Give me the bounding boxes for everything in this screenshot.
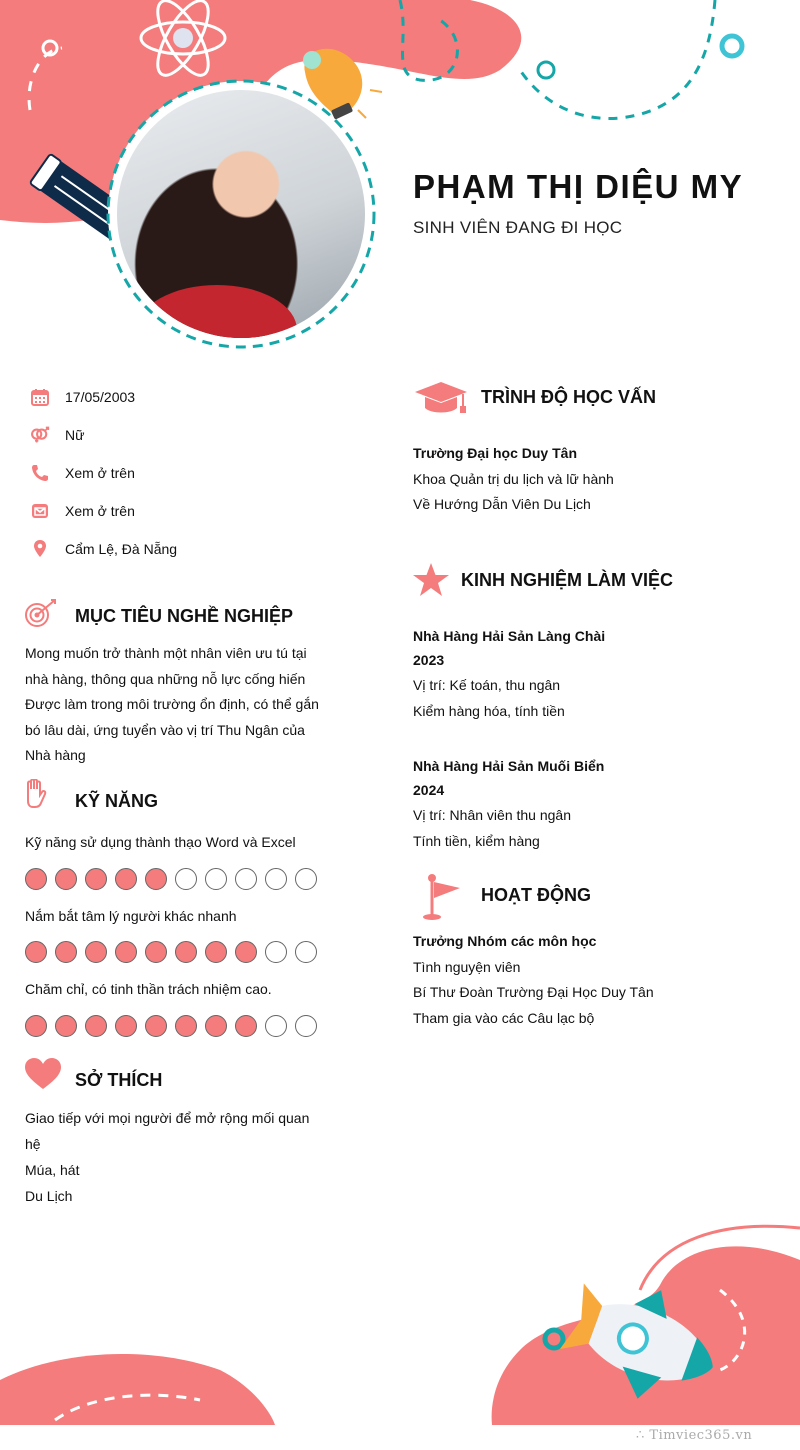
- skill-rating: [25, 941, 317, 963]
- job-entry: [413, 754, 604, 854]
- phone-icon: [30, 463, 50, 483]
- objective-text: [25, 641, 318, 769]
- rating-dot-filled: [115, 868, 137, 890]
- rating-dot-filled: [175, 941, 197, 963]
- job-year: 2023: [413, 652, 445, 668]
- birthday-text: 17/05/2003: [65, 389, 136, 405]
- skill-label: Nắm bắt tâm lý người khác nhanh: [25, 908, 237, 924]
- rating-dot-filled: [55, 1015, 77, 1037]
- info-email: [30, 499, 135, 523]
- skill-rating: [25, 868, 317, 890]
- job-company: Nhà Hàng Hải Sản Làng Chài: [413, 628, 606, 644]
- skill-label: Kỹ năng sử dụng thành thạo Word và Excel: [25, 834, 296, 850]
- objective-line: Được làm trong môi trường ổn định, có thể gắn: [25, 696, 319, 712]
- rating-dot-empty: [295, 868, 317, 890]
- location-pin-icon: [30, 539, 50, 559]
- hobbies-text: [25, 1105, 318, 1209]
- rating-dot-filled: [85, 868, 107, 890]
- calendar-icon: [30, 387, 50, 407]
- star-icon: [413, 563, 449, 602]
- activity-item: Trưởng Nhóm các môn học: [413, 933, 597, 949]
- info-gender: [30, 423, 85, 447]
- watermark: ∴ Timviec365.vn: [636, 1428, 753, 1443]
- objective-line: nhà hàng, thông qua những nỗ lực cống hiến: [25, 670, 306, 687]
- rating-dot-filled: [145, 941, 167, 963]
- job-company: Nhà Hàng Hải Sản Muối Biển: [413, 758, 605, 774]
- rating-dot-filled: [115, 1015, 137, 1037]
- phone-text: Xem ở trên: [65, 465, 135, 481]
- rating-dot-filled: [205, 941, 227, 963]
- rating-dot-filled: [205, 1015, 227, 1037]
- hand-icon: [25, 779, 47, 816]
- target-icon: [25, 598, 59, 633]
- education-details: [413, 441, 614, 518]
- objective-line: Nhà hàng: [25, 747, 86, 763]
- job-entry: [413, 624, 605, 724]
- rating-dot-filled: [85, 1015, 107, 1037]
- major-name: Về Hướng Dẫn Viên Du Lịch: [413, 496, 591, 512]
- activity-item: Tham gia vào các Câu lạc bộ: [413, 1009, 595, 1026]
- rating-dot-filled: [145, 1015, 167, 1037]
- rating-dot-filled: [115, 941, 137, 963]
- gender-icon: [30, 425, 50, 445]
- rating-dot-empty: [295, 1015, 317, 1037]
- rating-dot-filled: [175, 1015, 197, 1037]
- rating-dot-empty: [175, 868, 197, 890]
- gender-text: Nữ: [65, 427, 85, 443]
- rating-dot-filled: [25, 868, 47, 890]
- profile-photo: [117, 90, 365, 338]
- rating-dot-filled: [235, 1015, 257, 1037]
- rating-dot-empty: [265, 941, 287, 963]
- activity-item: Tình nguyện viên: [413, 958, 521, 975]
- skills-heading: KỸ NĂNG: [75, 791, 159, 811]
- activities-list: [413, 929, 654, 1031]
- rating-dot-empty: [265, 1015, 287, 1037]
- hobby-line: Múa, hát: [25, 1162, 80, 1178]
- email-text: Xem ở trên: [65, 503, 135, 519]
- objective-line: bó lâu dài, ứng tuyển vào vị trí Thu Ngân của: [25, 721, 305, 738]
- rating-dot-filled: [55, 941, 77, 963]
- info-address: [30, 537, 178, 561]
- rating-dot-filled: [55, 868, 77, 890]
- heart-icon: [25, 1058, 61, 1095]
- info-phone: [30, 461, 135, 485]
- activities-heading: HOẠT ĐỘNG: [481, 885, 591, 905]
- candidate-name: PHẠM THỊ DIỆU MY: [413, 168, 744, 205]
- school-name: Trường Đại học Duy Tân: [413, 445, 577, 461]
- job-position: Vị trí: Kế toán, thu ngân: [413, 677, 561, 693]
- rating-dot-empty: [295, 941, 317, 963]
- flag-icon: [420, 874, 464, 925]
- rating-dot-filled: [25, 941, 47, 963]
- rating-dot-filled: [145, 868, 167, 890]
- experience-heading: KINH NGHIỆM LÀM VIỆC: [461, 570, 674, 590]
- watermark-text: Timviec365.vn: [649, 1428, 753, 1443]
- job-year: 2024: [413, 782, 445, 798]
- skill-rating: [25, 1015, 317, 1037]
- education-heading: TRÌNH ĐỘ HỌC VẤN: [481, 387, 656, 407]
- rating-dot-filled: [235, 941, 257, 963]
- graduation-cap-icon: [413, 380, 469, 421]
- hobbies-heading: SỞ THÍCH: [75, 1070, 163, 1090]
- photo-shirt: [137, 285, 297, 338]
- candidate-title: SINH VIÊN ĐANG ĐI HỌC: [413, 218, 623, 237]
- faculty-name: Khoa Quản trị du lịch và lữ hành: [413, 470, 614, 487]
- objective-heading: MỤC TIÊU NGHỀ NGHIỆP: [75, 606, 294, 626]
- skill-label: Chăm chỉ, có tinh thần trách nhiệm cao.: [25, 981, 272, 997]
- job-position: Vị trí: Nhân viên thu ngân: [413, 807, 571, 823]
- hobby-line: hệ: [25, 1136, 41, 1152]
- hobby-line: Giao tiếp với mọi người để mở rộng mối quan: [25, 1110, 310, 1126]
- info-birthday: [30, 385, 136, 409]
- objective-line: Mong muốn trở thành một nhân viên ưu tú tại: [25, 645, 307, 661]
- activity-item: Bí Thư Đoàn Trường Đại Học Duy Tân: [413, 984, 654, 1000]
- rating-dot-empty: [265, 868, 287, 890]
- rating-dot-empty: [205, 868, 227, 890]
- email-icon: [30, 501, 50, 521]
- hobby-line: Du Lịch: [25, 1188, 73, 1204]
- rating-dot-filled: [85, 941, 107, 963]
- rating-dot-filled: [25, 1015, 47, 1037]
- address-text: Cẩm Lệ, Đà Nẵng: [65, 541, 178, 557]
- job-description: Tính tiền, kiểm hàng: [413, 833, 540, 849]
- rating-dot-empty: [235, 868, 257, 890]
- job-description: Kiểm hàng hóa, tính tiền: [413, 703, 565, 719]
